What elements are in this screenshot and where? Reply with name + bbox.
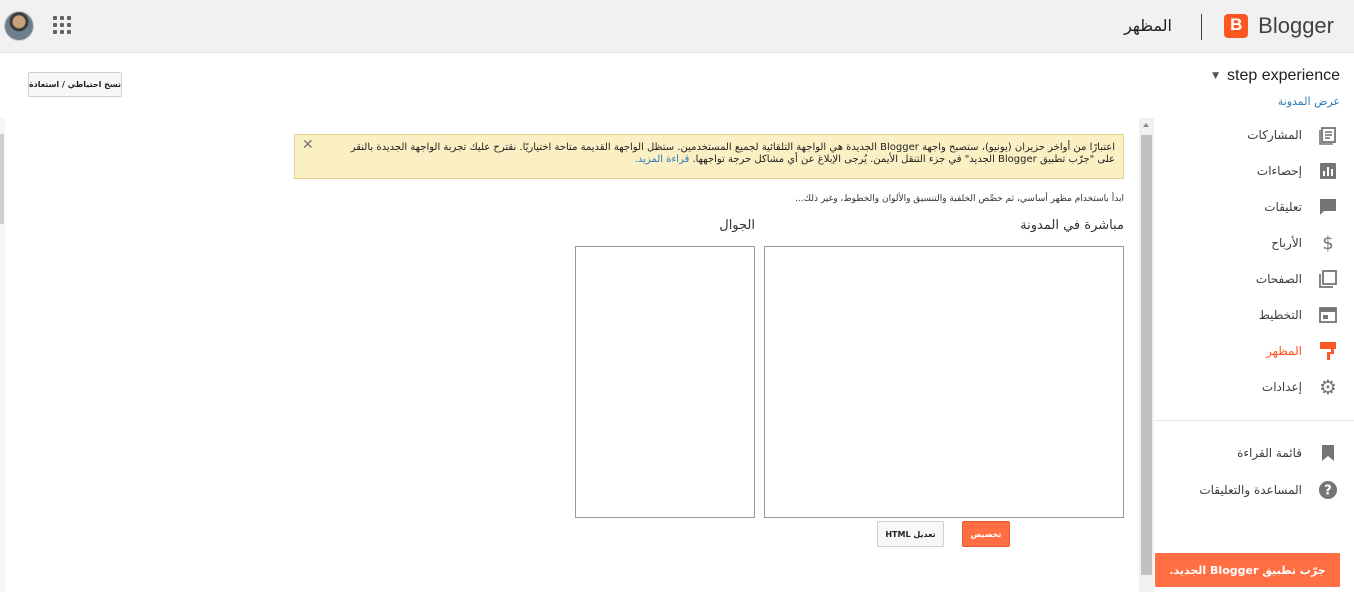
sidebar-item-help[interactable]	[1156, 472, 1354, 508]
sidebar-item-label: تعليقات	[1264, 200, 1302, 214]
mobile-preview[interactable]	[575, 246, 755, 518]
help-icon	[1317, 479, 1339, 501]
brand-name: Blogger	[1258, 13, 1334, 38]
bookmark-icon	[1317, 442, 1339, 464]
sidebar-item-posts[interactable]	[1156, 117, 1354, 153]
sidebar-item-label: الصفحات	[1255, 272, 1302, 286]
caret-down-icon: ▼	[1212, 71, 1220, 81]
read-more-link[interactable]: قراءة المزيد.	[634, 154, 690, 165]
svg-text:?: ?	[1324, 483, 1332, 499]
sidebar-item-stats[interactable]	[1156, 153, 1354, 189]
interface-notice-banner	[294, 134, 1124, 179]
blog-name: step experience	[1227, 67, 1340, 84]
content-scrollbar[interactable]	[1139, 118, 1154, 592]
posts-icon	[1317, 124, 1339, 146]
stats-icon	[1317, 160, 1339, 182]
blogger-logo-icon	[1224, 14, 1248, 38]
sidebar-item-earnings[interactable]	[1156, 225, 1354, 261]
page-title: المظهر	[1124, 16, 1172, 35]
sidebar-item-settings[interactable]	[1156, 369, 1354, 405]
pages-icon	[1317, 268, 1339, 290]
comments-icon	[1317, 196, 1339, 218]
scroll-up-arrow-icon[interactable]	[1143, 123, 1149, 127]
sidebar-item-reading-list[interactable]	[1156, 435, 1354, 471]
sidebar-item-label: المظهر	[1266, 344, 1302, 358]
sidebar-item-pages[interactable]	[1156, 261, 1354, 297]
scrollbar-thumb[interactable]	[1141, 135, 1152, 575]
top-bar	[0, 0, 1354, 53]
sidebar-item-theme[interactable]	[1156, 333, 1354, 369]
sidebar-item-label: إعدادات	[1261, 380, 1302, 394]
sidebar-divider	[1156, 420, 1354, 421]
sidebar-item-label: قائمة القراءة	[1237, 446, 1302, 460]
avatar[interactable]	[4, 11, 34, 41]
notice-text: اعتبارًا من أواخر حزيران (يونيو)، ستصبح واجهة Blogger الجديدة هي الواجهة التلقائية لجميع المستخدمين. ستظل الواجهة القديمة متاحة اختياريًا. نقترح عليك تجربة الواجهة الجديدة بالنقر على "جرّب تطبيق Blogger الجديد" في جزء التنقل الأيمن. يُرجى الإبلاغ عن أي مشاكل حرجة تواجهها.	[350, 142, 1115, 165]
sidebar-item-label: المساعدة والتعليقات	[1199, 483, 1302, 497]
edit-html-button[interactable]: تعديل HTML	[877, 521, 944, 547]
layout-icon	[1317, 304, 1339, 326]
sidebar-item-label: المشاركات	[1247, 128, 1302, 142]
blog-selector[interactable]	[1212, 67, 1340, 85]
sidebar-item-layout[interactable]	[1156, 297, 1354, 333]
customize-button[interactable]: تخصيص	[962, 521, 1010, 547]
try-new-blogger-button[interactable]: جرّب تطبيق Blogger الجديد.	[1155, 553, 1340, 587]
live-blog-preview[interactable]	[764, 246, 1124, 518]
mobile-preview-title: الجوال	[719, 218, 755, 233]
view-blog-link[interactable]: عرض المدونة	[1277, 95, 1340, 108]
earnings-icon: $	[1322, 232, 1334, 254]
gear-icon: ⚙	[1319, 375, 1337, 399]
brand-logo[interactable]	[1224, 13, 1334, 39]
frame-left-scroll-edge	[0, 118, 5, 592]
sidebar-item-comments[interactable]	[1156, 189, 1354, 225]
sidebar-item-label: التخطيط	[1258, 308, 1302, 322]
sidebar-item-label: الأرباح	[1271, 236, 1302, 250]
sidebar-item-label: إحصاءات	[1256, 164, 1302, 178]
backup-restore-button[interactable]: نسخ احتياطي / استعادة	[28, 72, 122, 97]
theme-intro-text: ابدأ باستخدام مظهر أساسي، ثم خصِّص الخلفية والتنسيق والألوان والخطوط، وغير ذلك...	[795, 194, 1124, 204]
header-divider	[1201, 14, 1202, 40]
apps-grid-icon[interactable]	[53, 16, 71, 34]
live-preview-title: مباشرة في المدونة	[1020, 218, 1124, 233]
theme-icon	[1317, 340, 1339, 362]
close-icon[interactable]: ✕	[302, 137, 314, 153]
